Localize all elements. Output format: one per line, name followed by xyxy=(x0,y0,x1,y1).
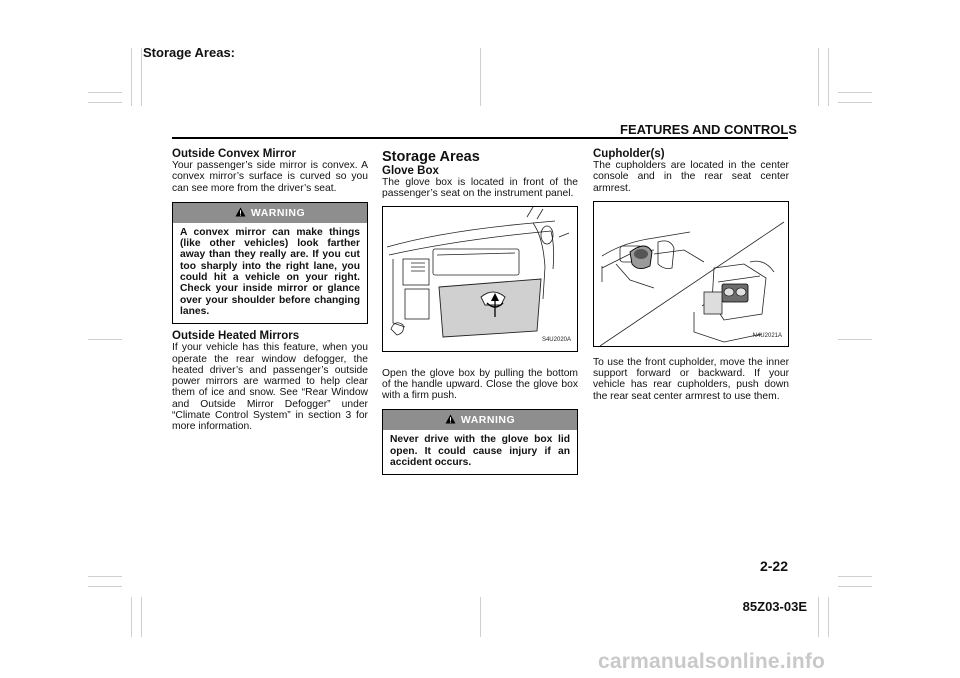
column-right xyxy=(593,148,789,402)
glove-box-heading: Glove Box xyxy=(382,165,439,177)
crop-mark xyxy=(838,576,872,577)
warning-box xyxy=(382,409,578,475)
figure-code: N4U2021A xyxy=(752,332,782,339)
heated-mirrors-heading: Outside Heated Mirrors xyxy=(172,330,300,343)
crop-mark xyxy=(88,92,122,93)
warning-box xyxy=(172,202,368,324)
crop-mark xyxy=(828,597,829,637)
page-number: 2-22 xyxy=(759,558,788,574)
cupholder-text: The cupholders are located in the center console and in the rear seat center armrest. xyxy=(593,160,789,194)
crop-mark xyxy=(838,339,872,340)
warning-label: WARNING xyxy=(460,414,516,427)
watermark: carmanualsonline.info xyxy=(598,650,826,673)
column-middle xyxy=(382,148,578,481)
crop-mark xyxy=(838,92,872,93)
heated-mirrors-text: If your vehicle has this feature, when you operate the rear window defogger, the heated driver’s and passenger’s outside power mirrors are warmed to help clear them of ice and snow. See “Rear Window and Outside Mirror Defogger” under “Climate Control System” in section 3 for more information. xyxy=(172,342,368,433)
crop-mark xyxy=(88,576,122,577)
page-title: Storage Areas: xyxy=(143,45,235,60)
warning-text: Never drive with the glove box lid open. It could cause injury if an accident occurs. xyxy=(390,434,570,469)
crop-mark xyxy=(838,586,872,587)
convex-mirror-text: Your passenger’s side mirror is convex. A convex mirror’s surface is curved so you can see more from the driver’s seat. xyxy=(172,160,368,194)
glove-box-text: The glove box is located in front of the passenger’s seat on the instrument panel. xyxy=(382,177,578,200)
warning-text: A convex mirror can make things (like other vehicles) look farther away than they really are. If you cut too sharply into the right lane, you could hit a vehicle on your right. Check your inside mirror or glance over your shoulder before changing lanes. xyxy=(180,226,360,317)
crop-mark xyxy=(480,597,481,637)
convex-mirror-heading: Outside Convex Mirror xyxy=(172,148,296,160)
crop-mark xyxy=(131,597,132,637)
document-code: 85Z03-03E xyxy=(742,599,807,614)
section-header: FEATURES AND CONTROLS xyxy=(620,122,797,137)
glove-box-open-text: Open the glove box by pulling the bottom of the handle upward. Close the glove box with a firm push. xyxy=(382,367,578,402)
glove-box-figure xyxy=(382,206,578,352)
glove-box-illustration xyxy=(383,207,577,351)
warning-header xyxy=(173,203,367,223)
crop-mark xyxy=(838,102,872,103)
crop-mark xyxy=(818,48,819,106)
storage-areas-heading: Storage Areas xyxy=(382,149,480,165)
warning-triangle-icon xyxy=(445,414,456,424)
column-left xyxy=(172,148,368,433)
header-rule xyxy=(172,137,788,139)
crop-mark xyxy=(818,597,819,637)
figure-code: S4U2020A xyxy=(541,337,571,344)
crop-mark xyxy=(88,586,122,587)
crop-mark xyxy=(88,102,122,103)
crop-mark xyxy=(88,339,122,340)
crop-mark xyxy=(141,597,142,637)
warning-label: WARNING xyxy=(250,206,306,219)
crop-mark xyxy=(131,48,132,106)
crop-mark xyxy=(828,48,829,106)
crop-mark xyxy=(141,48,142,106)
cupholder-illustration xyxy=(594,202,788,346)
cupholder-figure xyxy=(593,201,789,347)
cupholder-heading: Cupholder(s) xyxy=(593,148,665,160)
warning-triangle-icon xyxy=(235,207,246,217)
warning-header xyxy=(383,410,577,430)
cupholder-use-text: To use the front cupholder, move the inner support forward or backward. If your vehicle has rear cupholders, push down the rear seat center armrest to use them. xyxy=(593,356,789,402)
crop-mark xyxy=(480,48,481,106)
